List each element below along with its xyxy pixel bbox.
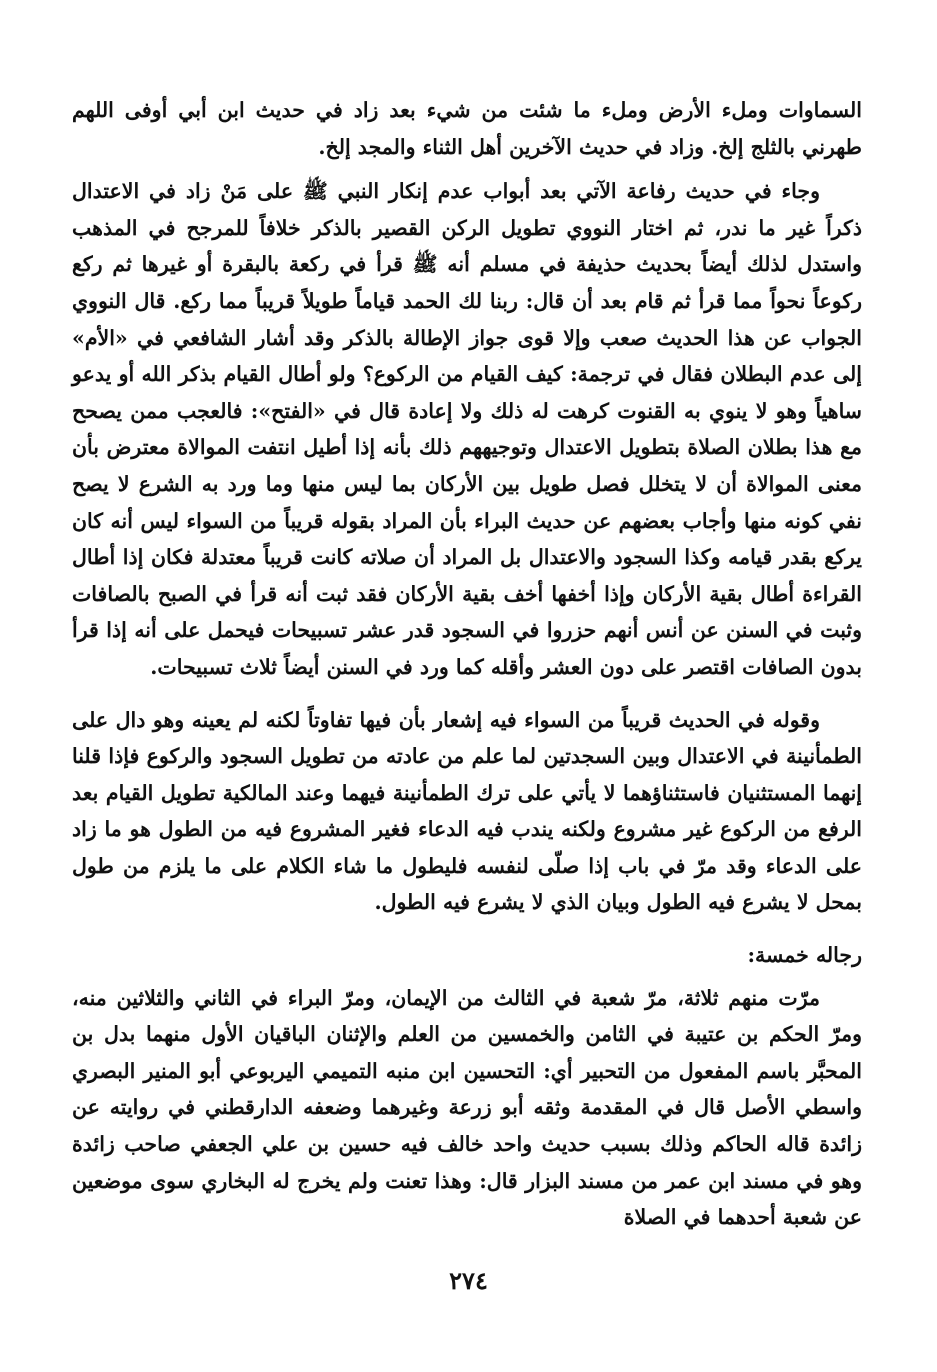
paragraph-4: مرّت منهم ثلاثة، مرّ شعبة في الثالث من الإيمان، ومرّ البراء في الثاني والثلاثين منه، ومرّ الحكم بن عتيبة في الثامن والخمسين من العلم والإثنان الباقيان الأول منهما بدل بن المحبَّر باسم المفعول من التحبير أي: التحسين ابن منبه التميمي اليربوعي أبو المنير البصري واسطي الأصل قال في المقدمة وثقه أبو زرعة وغيرهما وضعفه الدارقطني في روايته عن زائدة قاله الحاكم وذلك بسبب حديث واحد خالف فيه حسين بن علي الجعفي صاحب زائدة وهو في مسند ابن عمر من مسند البزار قال: وهذا تعنت ولم يخرج له البخاري سوى موضعين عن شعبة أحدهما في الصلاة [72, 985, 862, 1230]
section-heading: رجاله خمسة: [747, 943, 862, 968]
paragraph-3: وقوله في الحديث قريباً من السواء فيه إشعار بأن فيها تفاوتاً لكنه لم يعينه وهو دال على الطمأنينة في الاعتدال وبين السجدتين لما علم من عادته من تطويل السجود والركوع فإذا قلنا إنهما المستثنيان فاستثناؤهما لا يأتي على ترك الطمأنينة فيهما وعند المالكية تطويل القيام بعد الرفع من الركوع غير مشروع ولكنه يندب فيه الدعاء فغير المشروع فيه من الطول هو ما زاد على الدعاء وقد مرّ في باب إذا صلّى لنفسه فليطول ما شاء الكلام على ما يلزم من طول بمحل لا يشرع فيه الطول وبيان الذي لا يشرع فيه الطول. [72, 707, 862, 915]
paragraph-1: السماوات وملء الأرض وملء ما شئت من شيء بعد زاد في حديث ابن أبي أوفى اللهم طهرني بالثلج إلخ. وزاد في حديث الآخرين أهل الثناء والمجد إلخ. [72, 98, 862, 159]
paragraph-2: وجاء في حديث رفاعة الآتي بعد أبواب عدم إنكار النبي ﷺ على مَنْ زاد في الاعتدال ذكراً غير ما ندر، ثم اختار النووي تطويل الركن القصير بالذكر خلافاً للمرجح في المذهب واستدل لذلك أيضاً بحديث حذيفة في مسلم أنه ﷺ قرأ في ركعة بالبقرة أو غيرها ثم ركع ركوعاً نحواً مما قرأ ثم قام بعد أن قال: ربنا لك الحمد قياماً طويلاً قريباً مما ركع. قال النووي الجواب عن هذا الحديث صعب وإلا قوى جواز الإطالة بالذكر وقد أشار الشافعي في «الأم» إلى عدم البطلان فقال في ترجمة: كيف القيام من الركوع؟ ولو أطال القيام بذكر الله أو يدعو ساهياً وهو لا ينوي به القنوت كرهت له ذلك ولا إعادة قال في «الفتح»: فالعجب ممن يصحح مع هذا بطلان الصلاة بتطويل الاعتدال وتوجيههم ذلك بأنه إذا أطيل انتفت الموالاة معترض بأن معنى الموالاة أن لا يتخلل فصل طويل بين الأركان بما ليس منها وما ورد به الشرع لا يصح نفي كونه منها وأجاب بعضهم عن حديث البراء بأن المراد بقوله قريباً من السواء ليس أنه كان يركع بقدر قيامه وكذا السجود والاعتدال بل المراد أن صلاته كانت قريباً معتدلة فكان إذا أطال القراءة أطال بقية الأركان وإذا أخفها أخف بقية الأركان فقد ثبت أنه قرأ في الصبح بالصافات وثبت في السنن عن أنس أنهم حزروا في السجود قدر عشر تسبيحات فيحمل على أنه إذا قرأ بدون الصافات اقتصر على دون العشر وأقله كما ورد في السنن أيضاً ثلاث تسبيحات. [72, 179, 862, 679]
page-body [72, 92, 862, 1236]
page-number: ٢٧٤ [449, 1266, 488, 1295]
